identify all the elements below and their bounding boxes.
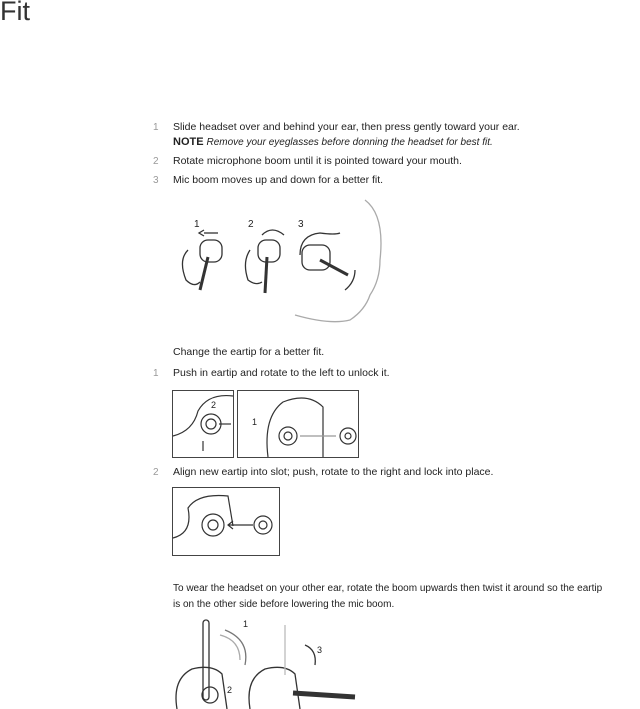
step-number: 1 — [153, 122, 159, 133]
step-text: Mic boom moves up and down for a better fit. — [173, 174, 384, 186]
step-number: 1 — [153, 368, 159, 379]
step-text: Slide headset over and behind your ear, then press gently toward your ear. — [173, 121, 520, 133]
fig-label: 2 — [227, 685, 233, 695]
step-text: Push in eartip and rotate to the left to unlock it. — [173, 367, 390, 379]
insert-eartip-figure — [172, 487, 280, 556]
other-ear-paragraph — [173, 581, 635, 613]
other-ear-text: is on the other side before lowering the mic boom. — [173, 599, 395, 610]
fig-label: 1 — [194, 219, 200, 230]
remove-eartip-figure — [237, 390, 359, 458]
step-number: 2 — [153, 156, 159, 167]
fig-label: 2 — [248, 219, 254, 230]
note-label: NOTE — [173, 136, 204, 148]
note-text: Remove your eyeglasses before donning the headset for best fit. — [206, 137, 493, 148]
step-number: 3 — [153, 175, 159, 186]
unlock-eartip-figure — [172, 390, 234, 458]
note — [173, 136, 493, 148]
fig-label: 1 — [252, 417, 258, 427]
fig-label: 1 — [243, 619, 249, 629]
fig-label: 3 — [317, 645, 323, 655]
fig-label: 2 — [211, 400, 217, 410]
page-title: Fit — [0, 0, 30, 26]
other-ear-illustration — [165, 615, 365, 709]
eartip-intro: Change the eartip for a better fit. — [173, 346, 325, 358]
step-number: 2 — [153, 467, 159, 478]
headset-fit-illustration — [170, 195, 385, 325]
step-text: Rotate microphone boom until it is pointed toward your mouth. — [173, 155, 462, 167]
fig-label: 3 — [298, 219, 304, 230]
step-text: Align new eartip into slot; push, rotate to the right and lock into place. — [173, 466, 494, 478]
other-ear-text: To wear the headset on your other ear, rotate the boom upwards then twist it around so the eartip — [173, 583, 603, 594]
